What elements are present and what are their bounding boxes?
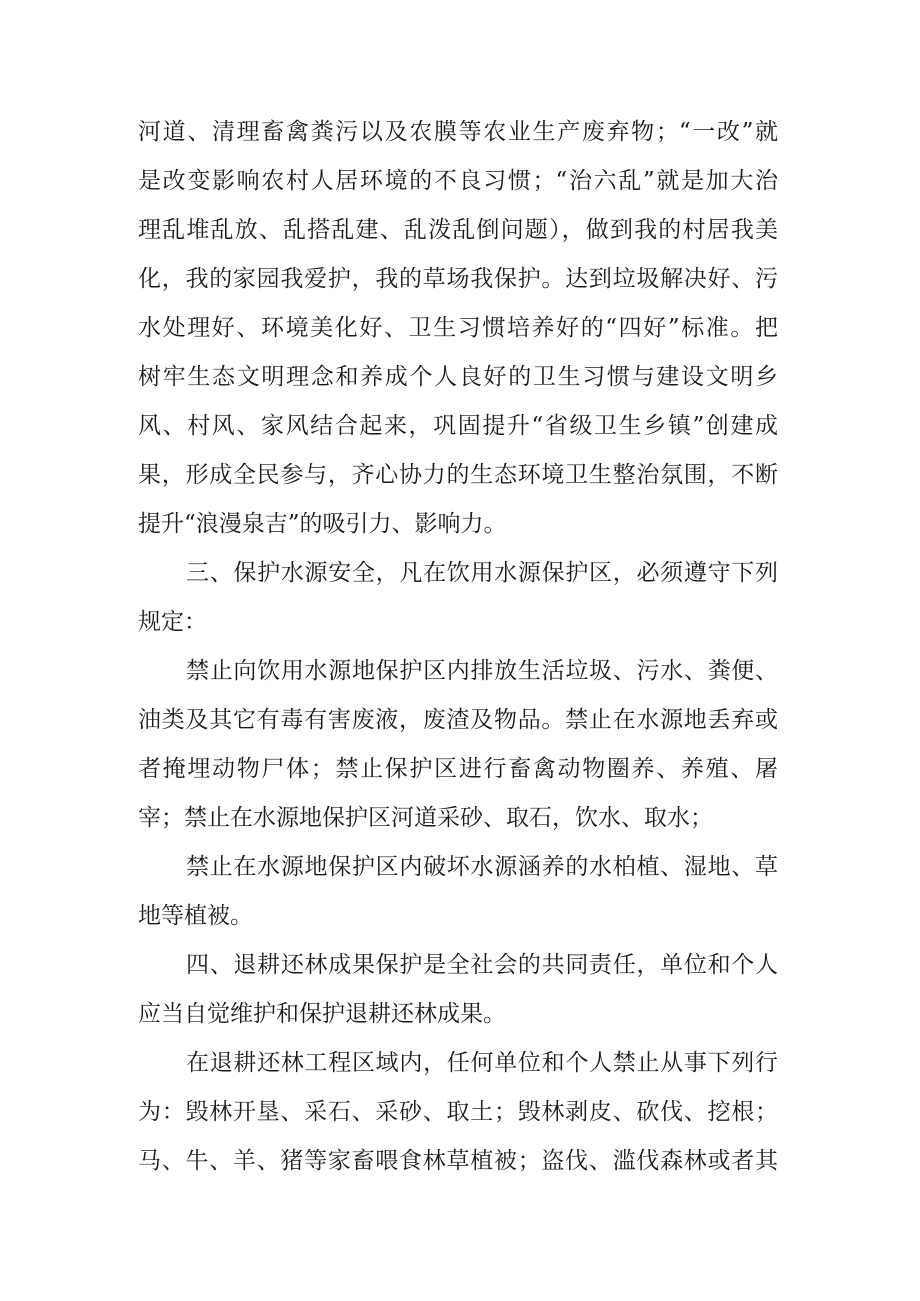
- section-heading-4: 四、退耕还林成果保护是全社会的共同责任，单位和个人: [186, 952, 778, 978]
- text-line: 地等植被。: [138, 903, 253, 929]
- text-line: 应当自觉维护和保护退耕还林成果。: [138, 1001, 506, 1027]
- text-line: 者掩埋动物尸体；禁止保护区进行畜禽动物圈养、养殖、屠: [138, 756, 778, 782]
- section-heading-3: 三、保护水源安全，凡在饮用水源保护区，必须遵守下列: [186, 560, 778, 586]
- text-line: 油类及其它有毒有害废液，废渣及物品。禁止在水源地丢弃或: [138, 707, 778, 733]
- text-line: 河道、清理畜禽粪污以及农膜等农业生产废弃物；“一改”就: [138, 119, 778, 145]
- text-line: 树牢生态文明理念和养成个人良好的卫生习惯与建设文明乡: [138, 364, 778, 390]
- text-line: 理乱堆乱放、乱搭乱建、乱泼乱倒问题），做到我的村居我美: [138, 217, 778, 243]
- text-line: 提升“浪漫泉吉”的吸引力、影响力。: [138, 511, 507, 537]
- text-line: 在退耕还林工程区域内，任何单位和个人禁止从事下列行: [186, 1050, 778, 1076]
- text-line: 规定：: [138, 609, 207, 635]
- text-line: 水处理好、环境美化好、卫生习惯培养好的“四好”标准。把: [138, 315, 778, 341]
- text-line: 为：毁林开垦、采石、采砂、取土；毁林剥皮、砍伐、挖根；: [138, 1099, 778, 1125]
- text-line: 风、村风、家风结合起来，巩固提升“省级卫生乡镇”创建成: [138, 413, 778, 439]
- text-line: 马、牛、羊、猪等家畜喂食林草植被；盗伐、滥伐森林或者其: [138, 1148, 778, 1174]
- text-line: 果，形成全民参与，齐心协力的生态环境卫生整治氛围，不断: [138, 462, 778, 488]
- text-line: 禁止向饮用水源地保护区内排放生活垃圾、污水、粪便、: [186, 658, 778, 684]
- text-line: 是改变影响农村人居环境的不良习惯；“治六乱”就是加大治: [138, 168, 778, 194]
- text-line: 禁止在水源地保护区内破坏水源涵养的水柏植、湿地、草: [186, 854, 778, 880]
- text-line: 宰；禁止在水源地保护区河道采砂、取石，饮水、取水；: [138, 805, 713, 831]
- text-line: 化，我的家园我爱护，我的草场我保护。达到垃圾解决好、污: [138, 266, 778, 292]
